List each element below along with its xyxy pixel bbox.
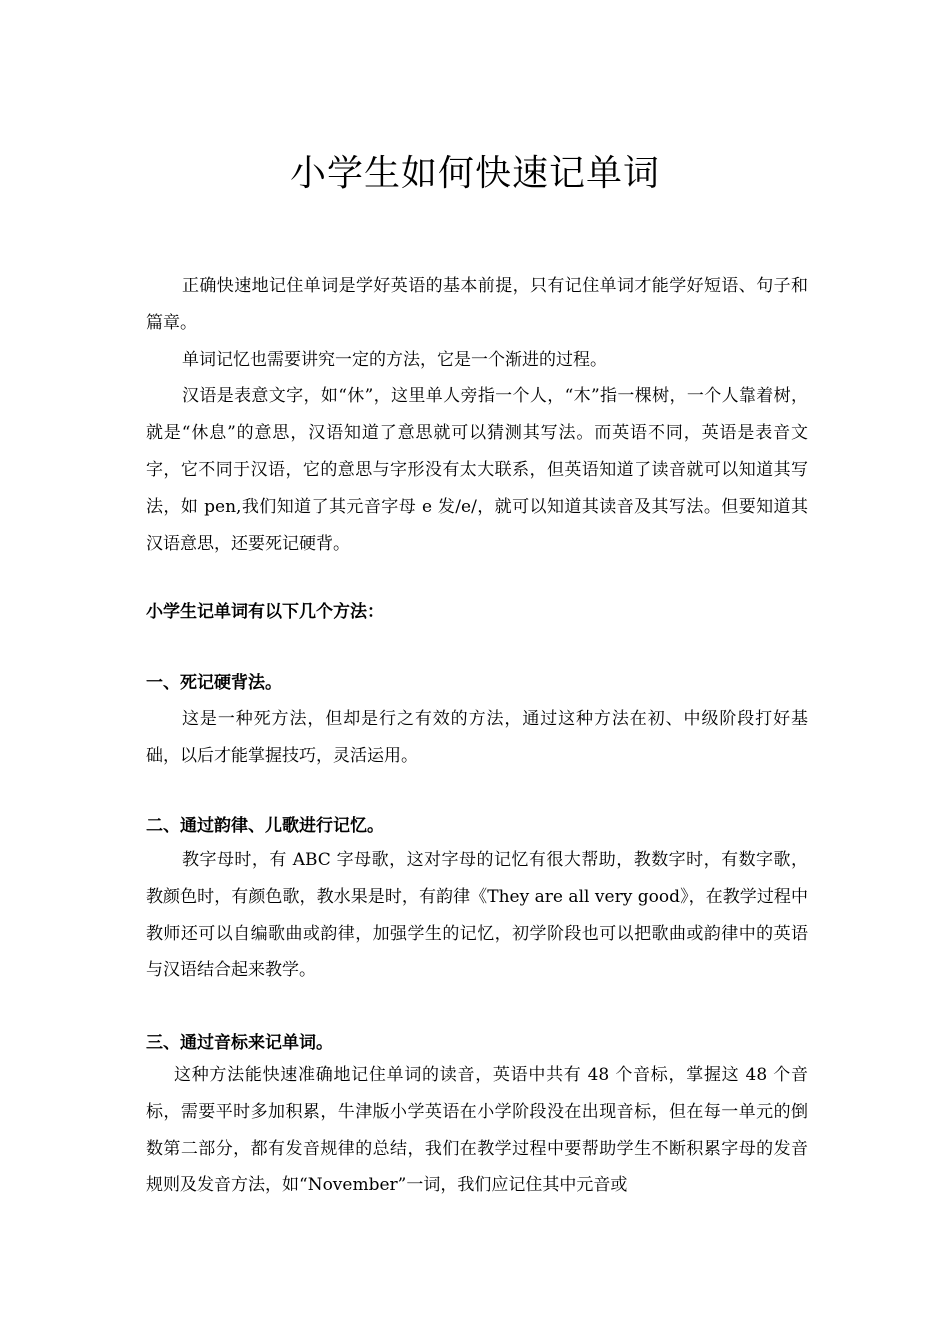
section-2-heading: 二、通过韵律、儿歌进行记忆。 xyxy=(146,816,384,836)
section-1-heading: 一、死记硬背法。 xyxy=(146,673,282,693)
section-3-heading: 三、通过音标来记单词。 xyxy=(146,1033,333,1053)
section-2-paragraph: 教字母时，有 ABC 字母歌，这对字母的记忆有很大帮助，教数字时，有数字歌，教颜色时，有颜色歌，教水果是时，有韵律《They are all very good》，在教学过程中教师还可以自编歌曲或韵律，加强学生的记忆，初学阶段也可以把歌曲或韵律中的英语与汉语结合起来教学。 xyxy=(146,850,808,981)
intro-paragraph-3: 汉语是表意文字，如“休”，这里单人旁指一个人，“木”指一棵树，一个人靠着树，就是“休息”的意思，汉语知道了意思就可以猜测其写法。而英语不同，英语是表音文字，它不同于汉语，它的意思与字形没有太大联系，但英语知道了读音就可以知道其写法，如 pen,我们知道了其元音字母 e 发/e/，就可以知道其读音及其写法。但要知道其汉语意思，还要死记硬背。 xyxy=(146,386,808,554)
section-1-text-block xyxy=(146,701,808,775)
section-1-paragraph: 这是一种死方法，但却是行之有效的方法，通过这种方法在初、中级阶段打好基础，以后才能掌握技巧，灵活运用。 xyxy=(146,709,808,766)
methods-heading: 小学生记单词有以下几个方法： xyxy=(146,602,384,622)
section-3-text-block xyxy=(146,1057,808,1204)
document-title: 小学生如何快速记单词 xyxy=(289,153,660,194)
section-3-paragraph: 这种方法能快速准确地记住单词的读音，英语中共有 48 个音标，掌握这 48 个音标，需要平时多加积累，牛津版小学英语在小学阶段没在出现音标，但在每一单元的倒数第二部分，都有发音规律的总结，我们在教学过程中要帮助学生不断积累字母的发音规则及发音方法，如“November”一词，我们应记住其中元音或 xyxy=(146,1065,808,1196)
intro-paragraph-2: 单词记忆也需要讲究一定的方法，它是一个渐进的过程。 xyxy=(182,349,607,370)
section-2-text-block xyxy=(146,842,808,989)
intro-paragraph-1: 正确快速地记住单词是学好英语的基本前提，只有记住单词才能学好短语、句子和篇章。 xyxy=(146,276,808,333)
intro-block xyxy=(146,268,808,562)
